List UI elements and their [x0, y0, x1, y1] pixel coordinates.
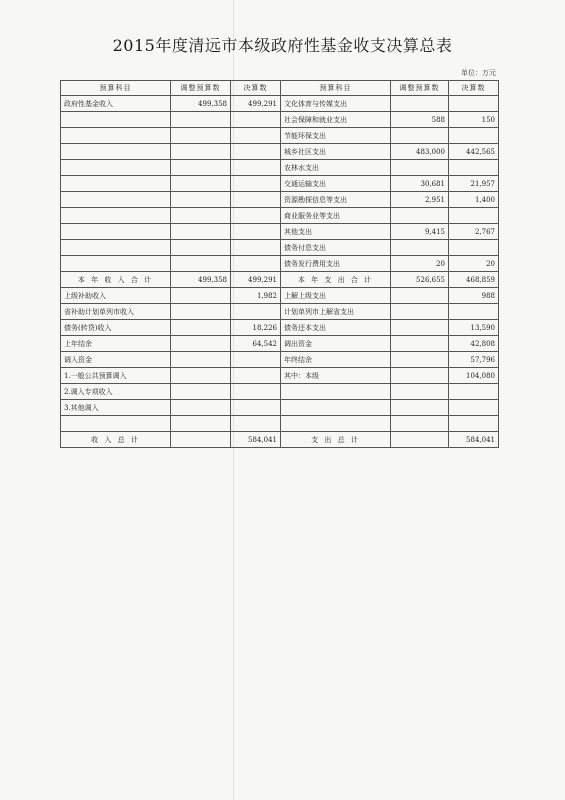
table-cell: 1.一般公共预算调入	[61, 368, 171, 384]
table-cell	[231, 384, 281, 400]
table-cell: 20	[449, 256, 499, 272]
table-cell: 9,415	[391, 224, 449, 240]
table-cell	[231, 224, 281, 240]
table-cell	[61, 224, 171, 240]
table-cell	[61, 416, 171, 432]
table-cell: 13,590	[449, 320, 499, 336]
table-cell	[391, 128, 449, 144]
table-cell	[281, 400, 391, 416]
table-cell	[449, 96, 499, 112]
table-cell: 上级补助收入	[61, 288, 171, 304]
table-cell: 社会保障和就业支出	[281, 112, 391, 128]
table-cell	[391, 384, 449, 400]
table-cell	[171, 224, 231, 240]
table-row	[61, 416, 499, 432]
table-cell	[61, 240, 171, 256]
table-cell: 57,796	[449, 352, 499, 368]
table-cell	[449, 160, 499, 176]
table-cell	[391, 432, 449, 448]
table-cell	[171, 368, 231, 384]
table-cell: 2,951	[391, 192, 449, 208]
table-cell: 442,565	[449, 144, 499, 160]
table-cell: 30,681	[391, 176, 449, 192]
table-cell	[281, 416, 391, 432]
table-row	[61, 96, 499, 112]
table-cell: 收 入 总 计	[61, 432, 171, 448]
table-cell: 计划单列市上解省支出	[281, 304, 391, 320]
table-cell	[61, 160, 171, 176]
table-cell	[391, 96, 449, 112]
table-cell: 债务发行费用支出	[281, 256, 391, 272]
table-cell: 政府性基金收入	[61, 96, 171, 112]
table-cell	[449, 240, 499, 256]
table-header-row	[61, 81, 499, 96]
table-row	[61, 240, 499, 256]
table-cell: 483,000	[391, 144, 449, 160]
table-cell: 债务(转贷)收入	[61, 320, 171, 336]
table-cell	[231, 128, 281, 144]
table-row	[61, 384, 499, 400]
table-cell	[231, 144, 281, 160]
table-cell	[391, 416, 449, 432]
table-row	[61, 128, 499, 144]
table-cell: 584,041	[231, 432, 281, 448]
table-row	[61, 160, 499, 176]
table-cell	[281, 384, 391, 400]
table-cell	[171, 128, 231, 144]
table-cell: 526,655	[391, 272, 449, 288]
table-row	[61, 272, 499, 288]
table-cell	[171, 160, 231, 176]
table-cell: 468,859	[449, 272, 499, 288]
table-cell: 本 年 收 入 合 计	[61, 272, 171, 288]
table-cell	[391, 208, 449, 224]
table-row	[61, 304, 499, 320]
table-cell: 节能环保支出	[281, 128, 391, 144]
table-cell	[231, 112, 281, 128]
table-cell: 调出资金	[281, 336, 391, 352]
table-cell: 1,400	[449, 192, 499, 208]
table-cell	[171, 176, 231, 192]
table-cell: 文化体育与传媒支出	[281, 96, 391, 112]
page-title: 2015年度清远市本级政府性基金收支决算总表	[112, 36, 453, 55]
table-cell: 42,808	[449, 336, 499, 352]
table-cell: 150	[449, 112, 499, 128]
table-cell: 64,542	[231, 336, 281, 352]
table-cell	[171, 352, 231, 368]
table-cell	[231, 368, 281, 384]
table-cell	[449, 400, 499, 416]
table-cell: 债务付息支出	[281, 240, 391, 256]
table-cell	[61, 256, 171, 272]
table-cell	[171, 288, 231, 304]
table-row	[61, 432, 499, 448]
table-cell: 城乡社区支出	[281, 144, 391, 160]
table-cell	[171, 144, 231, 160]
table-cell	[231, 208, 281, 224]
table-cell	[171, 208, 231, 224]
table-cell	[171, 256, 231, 272]
table-cell: 债务还本支出	[281, 320, 391, 336]
header-expense-item: 预算科目	[281, 81, 391, 96]
table-cell	[171, 192, 231, 208]
budget-table	[60, 80, 499, 448]
table-cell	[61, 144, 171, 160]
table-cell	[171, 416, 231, 432]
table-cell	[391, 288, 449, 304]
table-cell	[231, 192, 281, 208]
table-cell	[171, 112, 231, 128]
table-cell: 其中：本级	[281, 368, 391, 384]
table-row	[61, 320, 499, 336]
table-cell	[61, 208, 171, 224]
table-cell: 农林水支出	[281, 160, 391, 176]
table-cell	[391, 240, 449, 256]
table-row	[61, 352, 499, 368]
table-cell: 988	[449, 288, 499, 304]
table-cell	[449, 128, 499, 144]
table-cell	[61, 128, 171, 144]
table-cell	[391, 368, 449, 384]
header-income-adjusted: 调整预算数	[171, 81, 231, 96]
table-cell	[61, 176, 171, 192]
table-cell	[231, 304, 281, 320]
table-cell: 18,226	[231, 320, 281, 336]
table-row	[61, 288, 499, 304]
table-cell: 499,358	[171, 96, 231, 112]
table-cell	[391, 320, 449, 336]
table-cell	[391, 304, 449, 320]
table-row	[61, 144, 499, 160]
table-cell: 商业服务业等支出	[281, 208, 391, 224]
table-cell	[449, 304, 499, 320]
unit-label: 单位：万元	[461, 69, 496, 77]
header-income-final: 决算数	[231, 81, 281, 96]
table-cell	[61, 112, 171, 128]
table-cell: 499,358	[171, 272, 231, 288]
table-cell: 499,291	[231, 96, 281, 112]
table-cell: 584,041	[449, 432, 499, 448]
table-cell: 资源勘探信息等支出	[281, 192, 391, 208]
table-cell: 年终结余	[281, 352, 391, 368]
table-cell: 本 年 支 出 合 计	[281, 272, 391, 288]
table-cell	[61, 192, 171, 208]
table-row	[61, 112, 499, 128]
table-row	[61, 336, 499, 352]
table-cell	[171, 432, 231, 448]
table-cell	[231, 352, 281, 368]
table-cell	[171, 240, 231, 256]
table-cell: 21,957	[449, 176, 499, 192]
table-cell: 调入资金	[61, 352, 171, 368]
table-cell: 省补助计划单列市收入	[61, 304, 171, 320]
table-cell: 1,982	[231, 288, 281, 304]
table-cell	[231, 416, 281, 432]
header-income-item: 预算科目	[61, 81, 171, 96]
table-cell	[171, 320, 231, 336]
table-cell	[171, 336, 231, 352]
table-cell: 3.其他调入	[61, 400, 171, 416]
table-cell: 其他支出	[281, 224, 391, 240]
table-row	[61, 368, 499, 384]
table-cell	[391, 160, 449, 176]
table-cell	[449, 416, 499, 432]
table-cell	[231, 160, 281, 176]
table-cell	[391, 352, 449, 368]
table-row	[61, 192, 499, 208]
table-cell	[391, 336, 449, 352]
table-row	[61, 400, 499, 416]
table-cell	[171, 304, 231, 320]
header-expense-final: 决算数	[449, 81, 499, 96]
table-cell	[449, 384, 499, 400]
table-cell	[171, 400, 231, 416]
table-cell	[231, 400, 281, 416]
table-cell	[231, 176, 281, 192]
table-row	[61, 256, 499, 272]
table-cell: 交通运输支出	[281, 176, 391, 192]
table-cell	[231, 256, 281, 272]
table-row	[61, 224, 499, 240]
table-cell: 104,080	[449, 368, 499, 384]
table-cell	[449, 208, 499, 224]
table-row	[61, 176, 499, 192]
table-cell: 499,291	[231, 272, 281, 288]
table-cell: 588	[391, 112, 449, 128]
table-cell: 上解上级支出	[281, 288, 391, 304]
table-cell: 20	[391, 256, 449, 272]
header-expense-adjusted: 调整预算数	[391, 81, 449, 96]
table-cell: 2.调入专项收入	[61, 384, 171, 400]
table-cell	[231, 240, 281, 256]
table-cell: 2,767	[449, 224, 499, 240]
table-cell	[171, 384, 231, 400]
table-cell: 支 出 总 计	[281, 432, 391, 448]
table-row	[61, 208, 499, 224]
table-cell: 上年结余	[61, 336, 171, 352]
table-cell	[391, 400, 449, 416]
